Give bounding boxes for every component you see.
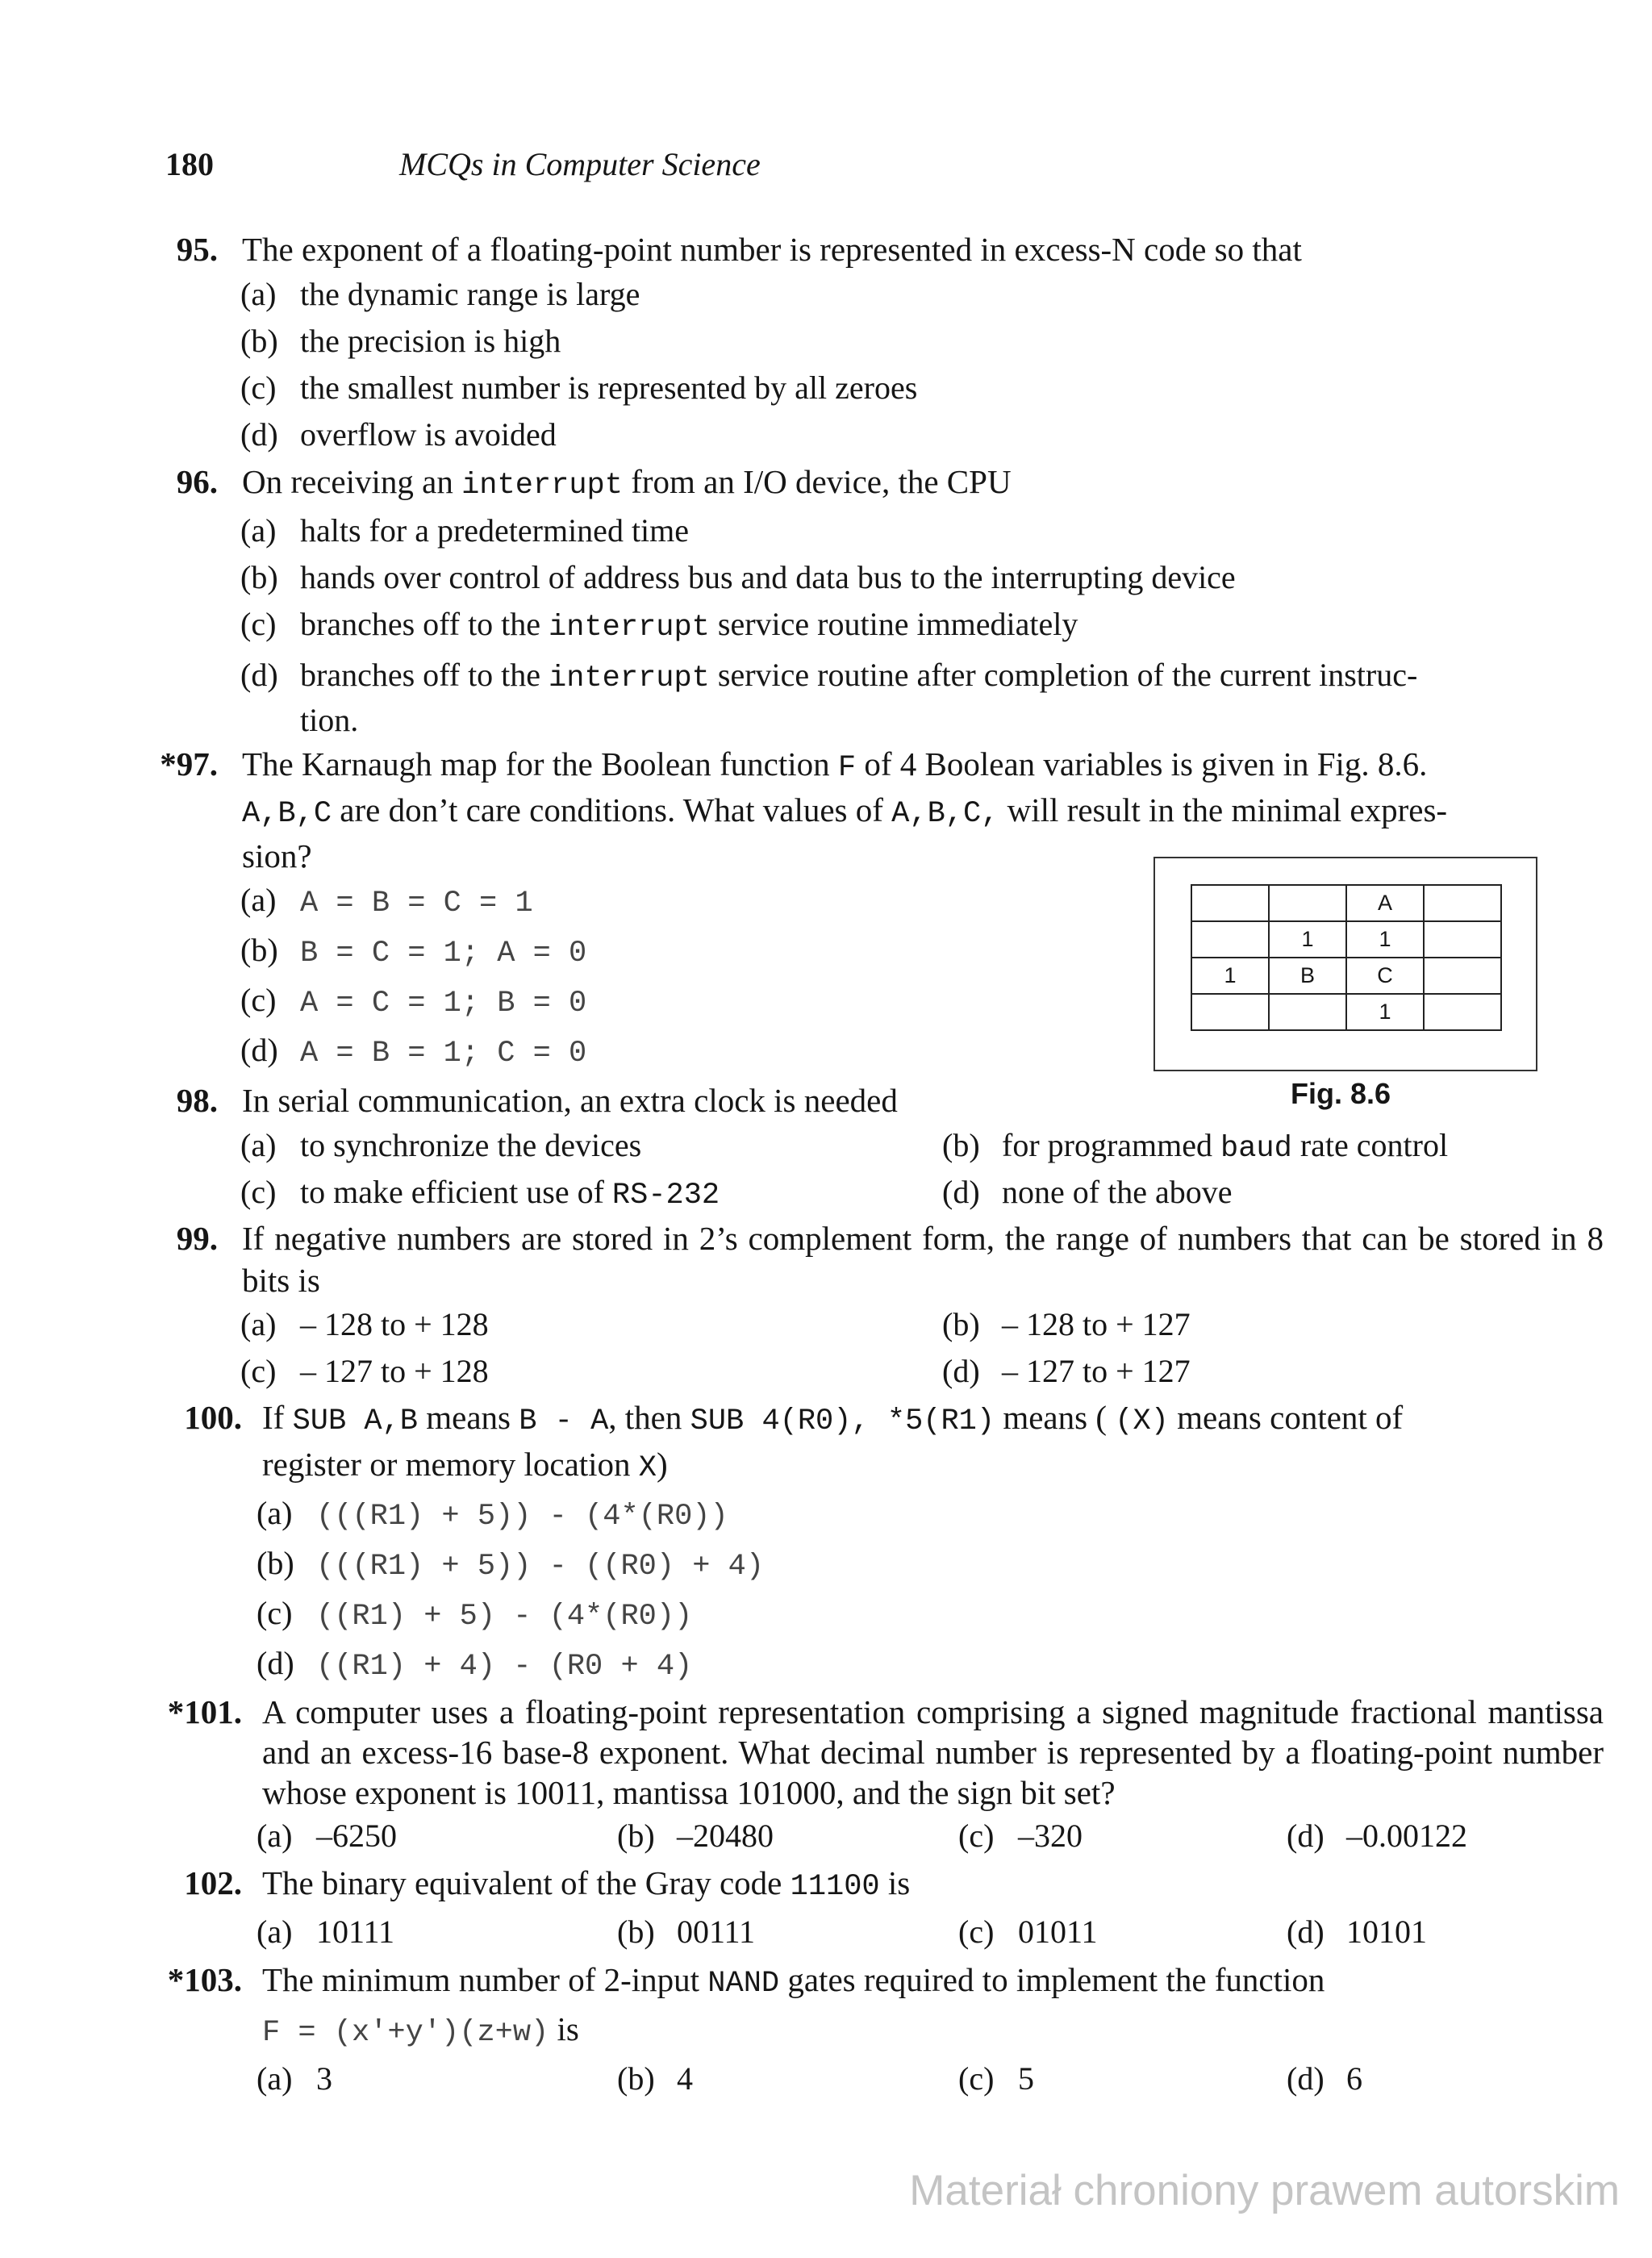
question-number: 98.: [176, 1082, 218, 1119]
option-c: (c) 5: [958, 2060, 1034, 2097]
kmap-cell: [1191, 994, 1269, 1030]
option-c: (c) –320: [958, 1818, 1083, 1854]
option-c: (c) A = C = 1; B = 0: [240, 982, 587, 1020]
option-a: (a) 3: [257, 2060, 332, 2097]
option-a: (a) to synchronize the devices: [240, 1127, 642, 1163]
figure-caption: Fig. 8.6: [1291, 1077, 1391, 1110]
question-text: The minimum number of 2-input NAND gates required to implement the function F = (x'+y')(z+w) is: [262, 1961, 1325, 2050]
question-list: [0, 227, 1652, 2104]
kmap-row: [1191, 994, 1501, 1030]
option-d: (d) –0.00122: [1287, 1818, 1467, 1854]
kmap-cell: [1424, 958, 1501, 994]
question-text: A computer uses a floating-point representation comprising a signed magnitude fractional mantissa and an excess-16 base-8 exponent. What decimal number is represented by a floating-point number whose exponent is 10011, mantissa 101000, and the sign bit set?: [262, 1693, 1604, 1811]
option-d: (d) – 127 to + 127: [942, 1353, 1191, 1389]
kmap-cell: B: [1269, 958, 1346, 994]
question-103: [0, 1957, 1652, 2102]
option-d: (d) A = B = 1; C = 0: [240, 1032, 587, 1071]
karnaugh-map-figure: [1153, 857, 1537, 1071]
running-title: MCQs in Computer Science: [399, 146, 761, 182]
kmap-cell: [1269, 994, 1346, 1030]
page-header: [165, 145, 1617, 194]
question-text: The binary equivalent of the Gray code 11100 is: [262, 1864, 911, 1904]
option-b: (b) for programmed baud rate control: [942, 1127, 1449, 1166]
question-text: In serial communication, an extra clock is needed: [242, 1082, 898, 1119]
kmap-cell: C: [1346, 958, 1424, 994]
option-d: (d) 10101: [1287, 1914, 1427, 1950]
question-96: [0, 460, 1652, 741]
option-a: (a) halts for a predetermined time: [240, 512, 690, 549]
option-d: (d) branches off to the interrupt service routine after completion of the current instruc- tion.: [240, 657, 1418, 738]
option-c: (c) branches off to the interrupt service routine immediately: [240, 606, 1078, 645]
option-a: (a) A = B = C = 1: [240, 882, 533, 920]
kmap-cell: [1424, 921, 1501, 958]
question-99: [0, 1217, 1652, 1395]
question-number: 95.: [176, 231, 218, 268]
option-d: (d) ((R1) + 4) - (R0 + 4): [257, 1645, 693, 1684]
copyright-watermark: Materiał chroniony prawem autorskim: [909, 2167, 1620, 2214]
option-b: (b) (((R1) + 5)) - ((R0) + 4): [257, 1545, 765, 1584]
option-a: (a) the dynamic range is large: [240, 276, 640, 312]
option-c: (c) the smallest number is represented by all zeroes: [240, 369, 918, 406]
page-number: 180: [165, 146, 214, 182]
kmap-cell: 1: [1346, 994, 1424, 1030]
question-text: The exponent of a floating-point number is represented in excess-N code so that: [242, 231, 1302, 268]
option-c: (c) 01011: [958, 1914, 1098, 1950]
question-number: 96.: [176, 463, 218, 500]
option-a: (a) – 128 to + 128: [240, 1306, 489, 1342]
option-c: (c) – 127 to + 128: [240, 1353, 489, 1389]
kmap-cell: [1191, 885, 1269, 921]
question-95: [0, 227, 1652, 458]
option-b: (b) hands over control of address bus and data bus to the interrupting device: [240, 559, 1236, 595]
option-a: (a) –6250: [257, 1818, 397, 1854]
option-b: (b) – 128 to + 127: [942, 1306, 1191, 1342]
option-c: (c) to make efficient use of RS-232: [240, 1174, 720, 1212]
option-a: (a) 10111: [257, 1914, 395, 1950]
question-number: *103.: [167, 1961, 242, 1998]
option-d: (d) none of the above: [942, 1174, 1233, 1210]
question-number: 102.: [184, 1864, 242, 1901]
kmap-cell: [1424, 994, 1501, 1030]
kmap-row: [1191, 885, 1501, 921]
kmap-cell: 1: [1191, 958, 1269, 994]
option-b: (b) –20480: [617, 1818, 774, 1854]
option-d: (d) 6: [1287, 2060, 1362, 2097]
question-text: The Karnaugh map for the Boolean function F of 4 Boolean variables is given in Fig. 8.6. A,B,C are don’t care conditions. What values of A,B,C, will result in the minimal expres- sion?: [242, 745, 1448, 874]
kmap-cell: [1424, 885, 1501, 921]
question-101: [0, 1692, 1652, 1859]
question-number: 100.: [184, 1399, 242, 1436]
option-b: (b) 4: [617, 2060, 693, 2097]
karnaugh-map: [1191, 884, 1502, 1031]
question-102: [0, 1861, 1652, 1955]
kmap-cell: 1: [1346, 921, 1424, 958]
kmap-cell: 1: [1269, 921, 1346, 958]
question-text: If negative numbers are stored in 2’s complement form, the range of numbers that can be stored in 8 bits is: [242, 1220, 1604, 1299]
question-number: *101.: [167, 1693, 242, 1730]
option-b: (b) B = C = 1; A = 0: [240, 932, 587, 970]
option-d: (d) overflow is avoided: [240, 416, 557, 453]
question-number: 99.: [176, 1220, 218, 1257]
option-b: (b) 00111: [617, 1914, 756, 1950]
option-c: (c) ((R1) + 5) - (4*(R0)): [257, 1595, 693, 1634]
kmap-row: [1191, 921, 1501, 958]
option-b: (b) the precision is high: [240, 323, 561, 359]
kmap-row: [1191, 958, 1501, 994]
kmap-cell: [1269, 885, 1346, 921]
question-number: *97.: [160, 745, 218, 783]
question-98: [0, 1079, 1652, 1216]
option-a: (a) (((R1) + 5)) - (4*(R0)): [257, 1495, 728, 1534]
question-text: If SUB A,B means B - A, then SUB 4(R0), *5(R1) means ( (X) means content of register or memory location X): [262, 1399, 1404, 1485]
question-text: On receiving an interrupt from an I/O device, the CPU: [242, 463, 1012, 503]
kmap-cell: A: [1346, 885, 1424, 921]
question-100: [0, 1396, 1652, 1690]
kmap-cell: [1191, 921, 1269, 958]
